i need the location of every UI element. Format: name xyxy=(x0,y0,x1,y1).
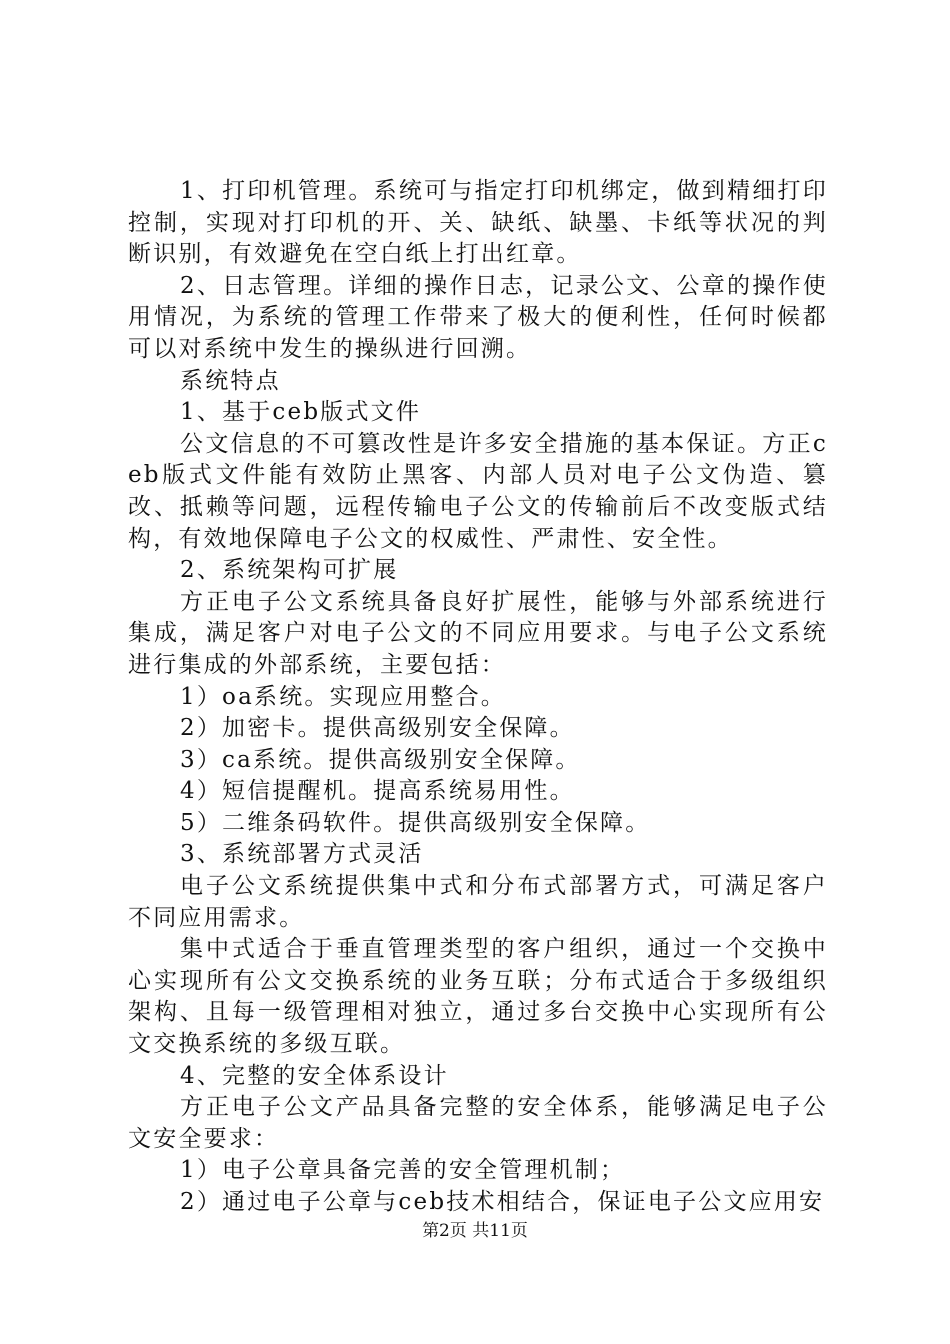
subheading-extensible-architecture: 2、系统架构可扩展 xyxy=(180,557,399,584)
list-item-ca: 3）ca系统。提供高级别安全保障。 xyxy=(180,746,581,773)
paragraph-security-system: 方正电子公文产品具备完整的安全体系，能够满足电子公文安全要求： xyxy=(128,1094,828,1152)
paragraph-printer-management: 1、打印机管理。系统可与指定打印机绑定，做到精细打印控制，实现对打印机的开、关、缺纸、缺墨、卡纸等状况的判断识别，有效避免在空白纸上打出红章。 xyxy=(128,178,828,268)
list-item-seal-ceb: 2）通过电子公章与ceb技术相结合，保证电子公文应用安 xyxy=(180,1189,825,1215)
list-item-encryption-card: 2）加密卡。提供高级别安全保障。 xyxy=(180,715,575,742)
list-item-oa: 1）oa系统。实现应用整合。 xyxy=(180,683,506,710)
paragraph-centralized-distributed: 集中式适合于垂直管理类型的客户组织，通过一个交换中心实现所有公文交换系统的业务互联；分布式适合于多级组织架构、且每一级管理相对独立，通过多台交换中心实现所有公文交换系统的多级互联。 xyxy=(128,936,828,1058)
paragraph-log-management: 2、日志管理。详细的操作日志，记录公文、公章的操作使用情况，为系统的管理工作带来了极大的便利性，任何时候都可以对系统中发生的操纵进行回溯。 xyxy=(128,272,828,362)
paragraph-ceb-format: 公文信息的不可篡改性是许多安全措施的基本保证。方正ceb版式文件能有效防止黑客、内部人员对电子公文伪造、篡改、抵赖等问题，远程传输电子公文的传输前后不改变版式结构，有效地保障电子公文的权威性、严肃性、安全性。 xyxy=(128,430,828,552)
subheading-ceb-format: 1、基于ceb版式文件 xyxy=(180,399,422,426)
list-item-sms-reminder: 4）短信提醒机。提高系统易用性。 xyxy=(180,778,575,805)
list-item-seal-management: 1）电子公章具备完善的安全管理机制； xyxy=(180,1157,626,1184)
paragraph-deployment-modes: 电子公文系统提供集中式和分布式部署方式，可满足客户不同应用需求。 xyxy=(128,873,828,931)
subheading-flexible-deployment: 3、系统部署方式灵活 xyxy=(180,841,424,868)
subheading-security-system: 4、完整的安全体系设计 xyxy=(180,1062,449,1089)
page-footer: 第2页 共11页 xyxy=(422,1221,528,1241)
document-body xyxy=(128,176,828,1219)
section-heading-system-features: 系统特点 xyxy=(180,367,281,394)
paragraph-extensible-architecture: 方正电子公文系统具备良好扩展性，能够与外部系统进行集成，满足客户对电子公文的不同应用要求。与电子公文系统进行集成的外部系统，主要包括： xyxy=(128,588,828,678)
list-item-2d-barcode: 5）二维条码软件。提供高级别安全保障。 xyxy=(180,809,651,836)
